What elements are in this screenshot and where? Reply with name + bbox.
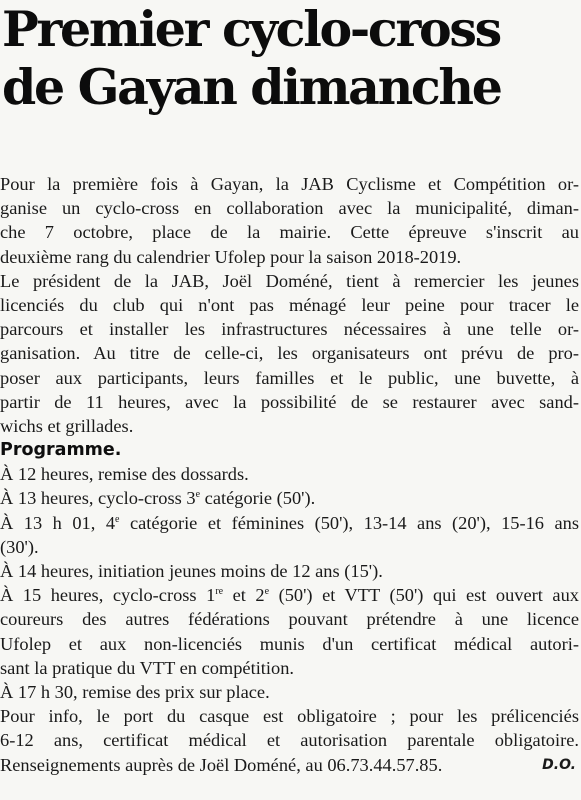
programme-item-continued: Ufolep et aux non-licenciés munis d'un certificat médical autori- — [0, 633, 579, 654]
para2-line: licenciés du club qui n'ont pas ménagé leur peine pour tracer le — [0, 295, 579, 316]
para1-line: Pour la première fois à Gayan, la JAB Cyclisme et Compétition or- — [0, 174, 579, 194]
article-headline — [0, 0, 581, 116]
programme-item — [0, 583, 579, 607]
para2-line: ganisation. Au titre de celle-ci, les organisateurs ont prévu de pro- — [0, 343, 579, 364]
programme-item: À 17 h 30, remise des prix sur place. — [0, 682, 270, 703]
programme-item-continued: (30'). — [0, 536, 39, 557]
programme-text: catégorie (50'). — [200, 488, 316, 509]
programme-item: À 14 heures, initiation jeunes moins de 12 ans (15'). — [0, 561, 383, 582]
programme-text: catégorie et féminines (50'), 13-14 ans (20'), 15-16 ans — [119, 512, 579, 533]
ordinal-suffix: e — [115, 513, 120, 525]
info-text: Renseignements auprès de Joël Doméné, au 06.73.44.57.85. — [0, 754, 443, 775]
para2-line: wichs et grillades. — [0, 416, 134, 437]
author-signature: D.O. — [538, 753, 576, 777]
programme-text: (50') et VTT (50') qui est ouvert aux — [269, 585, 579, 606]
para2-line: parcours et installer les infrastructures nécessaires à une telle or- — [0, 319, 579, 340]
para1-line: ganise un cyclo-cross en collaboration avec la municipalité, diman- — [0, 198, 579, 219]
programme-text: À 13 heures, cyclo-cross 3 — [0, 488, 196, 509]
ordinal-suffix: re — [215, 586, 224, 598]
article-body — [0, 172, 579, 777]
para1-line: deuxième rang du calendrier Ufolep pour la saison 2018-2019. — [0, 246, 462, 267]
para2-line: Le président de la JAB, Joël Doméné, tient à remercier les jeunes — [0, 270, 579, 291]
programme-item — [0, 511, 579, 535]
programme-text: À 13 h 01, 4 — [0, 512, 116, 533]
ordinal-suffix: e — [264, 586, 270, 598]
info-line — [0, 753, 579, 777]
ordinal-suffix: e — [195, 489, 201, 501]
para2-line: partir de 11 heures, avec la possibilité de se restaurer avec sand- — [0, 391, 579, 412]
programme-text: et 2 — [223, 585, 265, 606]
headline-line-1: Premier cyclo-cross — [2, 0, 500, 58]
programme-item: À 12 heures, remise des dossards. — [0, 464, 249, 485]
headline-line-2: de Gayan dimanche — [2, 58, 501, 116]
programme-heading: Programme. — [0, 440, 122, 461]
para1-line: che 7 octobre, place de la mairie. Cette épreuve s'inscrit au — [0, 222, 579, 243]
programme-text: À 15 heures, cyclo-cross 1 — [0, 585, 216, 606]
programme-item-continued: coureurs des autres fédérations pouvant prétendre à une licence — [0, 609, 579, 630]
programme-item-continued: sant la pratique du VTT en compétition. — [0, 657, 295, 678]
programme-item — [0, 486, 579, 510]
info-line: Pour info, le port du casque est obligatoire ; pour les prélicenciés — [0, 706, 579, 727]
info-line: 6-12 ans, certificat médical et autorisation parentale obligatoire. — [0, 730, 579, 751]
para2-line: poser aux participants, leurs familles et le public, une buvette, à — [0, 367, 579, 388]
